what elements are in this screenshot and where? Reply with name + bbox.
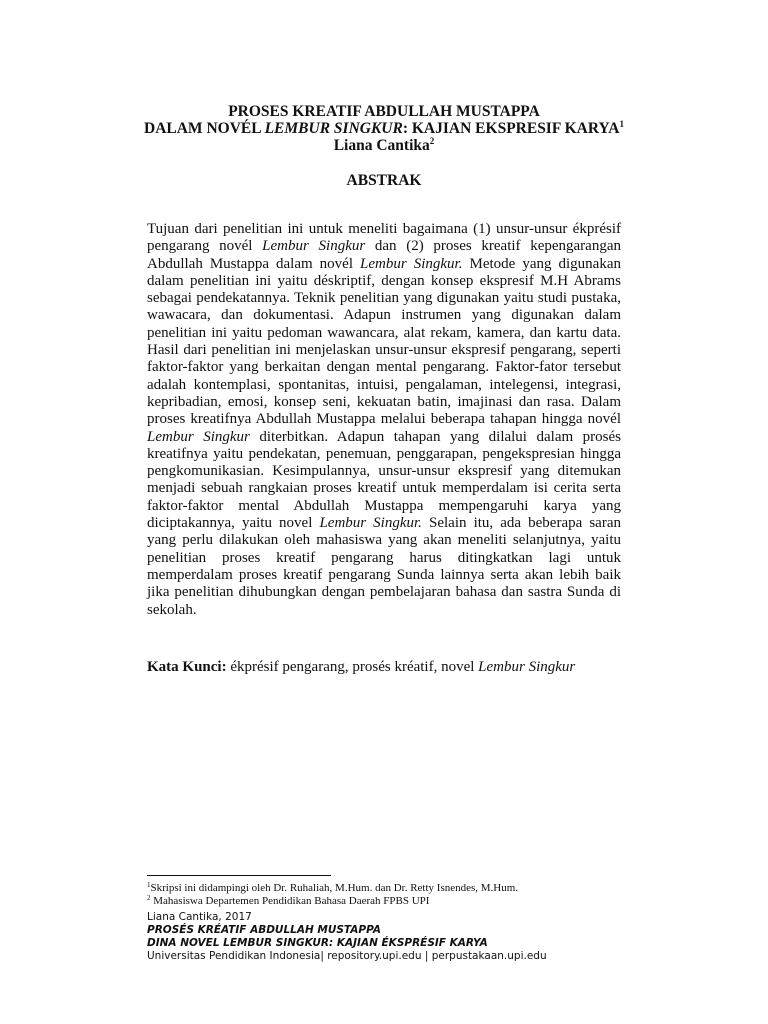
- abstract-italic-3: Lembur Singkur: [147, 428, 250, 445]
- footnote-2-text: Mahasiswa Departemen Pendidikan Bahasa Daerah FPBS UPI: [150, 895, 430, 907]
- abstract-body: [147, 221, 621, 619]
- imprint-title-2: DINA NOVEL LEMBUR SINGKUR: KAJIAN ÉKSPRÉSIF KARYA: [147, 937, 488, 949]
- keywords-line: [147, 659, 575, 676]
- title-line-1: PROSES KREATIF ABDULLAH MUSTAPPA: [228, 103, 540, 120]
- abstract-italic-4: Lembur Singkur.: [319, 515, 422, 532]
- keywords-italic: Lembur Singkur: [478, 659, 576, 675]
- title-block: [0, 103, 768, 154]
- abstract-italic-1: Lembur Singkur: [262, 238, 366, 255]
- keywords-text: ékprésif pengarang, prosés kréatif, novel: [226, 659, 479, 675]
- title-line-2-post: : KAJIAN EKSPRESIF KARYA: [402, 120, 620, 137]
- footnote-1-mark: 1: [147, 881, 151, 889]
- abstract-text-2: dan (2) proses kreatif kepengarangan Abdullah Mustappa dalam novél: [147, 238, 621, 272]
- repository-imprint: [147, 911, 547, 963]
- imprint-repository-links[interactable]: Universitas Pendidikan Indonesia| repository.upi.edu | perpustakaan.upi.edu: [147, 950, 547, 962]
- keywords-label: Kata Kunci:: [147, 659, 227, 675]
- imprint-author-year: Liana Cantika, 2017: [147, 911, 252, 923]
- abstract-text-3: Metode yang digunakan dalam penelitian ini yaitu déskriptif, dengan konsep ekspresif M.H Abrams sebagai pendekatannya. Teknik penelitian yang digunakan yaitu studi pustaka, wawacara, dan dokumentasi. Adapun instrumen yang digunakan dalam penelitian ini yaitu pedoman wawancara, alat rekam, kamera, dan kartu data. Hasil dari penelitian ini menjelaskan unsur-unsur ekspresif pengarang, seperti faktor-faktor yang berkaitan dengan mental pengarang. Faktor-fator tersebut adalah kontemplasi, spontanitas, intuisi, pengalaman, intelegensi, integrasi, kepribadian, emosi, konsep seni, kekuatan batin, imajinasi dan rasa. Dalam proses kreatifnya Abdullah Mustappa melalui beberapa tahapan hingga novél: [147, 255, 621, 428]
- author-name: Liana Cantika: [333, 137, 430, 154]
- footnotes: [147, 882, 518, 908]
- imprint-title-1: PROSÉS KRÉATIF ABDULLAH MUSTAPPA: [147, 924, 381, 936]
- footnote-1-text: Skripsi ini didampingi oleh Dr. Ruhaliah, M.Hum. dan Dr. Retty Isnendes, M.Hum.: [150, 882, 519, 894]
- abstract-italic-2: Lembur Singkur.: [360, 255, 463, 272]
- abstract-heading: ABSTRAK: [346, 172, 422, 189]
- title-line-2-pre: DALAM NOVÉL: [144, 120, 265, 137]
- author-footnote-marker[interactable]: 2: [429, 136, 435, 146]
- title-line-2: [0, 120, 768, 137]
- abstract-text-4: diterbitkan. Adapun tahapan yang dilalui dalam prosés kreatifnya yaitu pendekatan, penemuan, penggarapan, pengekspresian hingga pengkomunikasian. Kesimpulannya, unsur-unsur ekspresif yang ditemukan menjadi sebuah rangkaian proses kreatif untuk memperdalam isi cerita serta faktor-faktor mental Abdullah Mustappa mempengaruhi karya yang diciptakannya, yaitu novel: [147, 428, 621, 532]
- footnote-1: [147, 882, 518, 895]
- title-novel-italic: LEMBUR SINGKUR: [264, 120, 403, 137]
- author-line: [0, 137, 768, 154]
- title-footnote-marker[interactable]: 1: [619, 119, 624, 129]
- footnote-2: [147, 895, 518, 908]
- abstract-text-5: Selain itu, ada beberapa saran yang perlu dilakukan oleh mahasiswa yang akan meneliti selanjutnya, yaitu penelitian proses kreatif pengarang harus ditingkatkan lagi untuk memperdalam proses kreatif pengarang Sunda lainnya serta akan lebih baik jika penelitian dihubungkan dengan pembelajaran bahasa dan sastra Sunda di sekolah.: [147, 515, 621, 618]
- footnote-2-mark: 2: [147, 894, 151, 902]
- abstract-text-1: Tujuan dari penelitian ini untuk meneliti bagaimana (1) unsur-unsur ékprésif pengarang novél: [147, 221, 621, 255]
- footnote-divider: [147, 875, 331, 876]
